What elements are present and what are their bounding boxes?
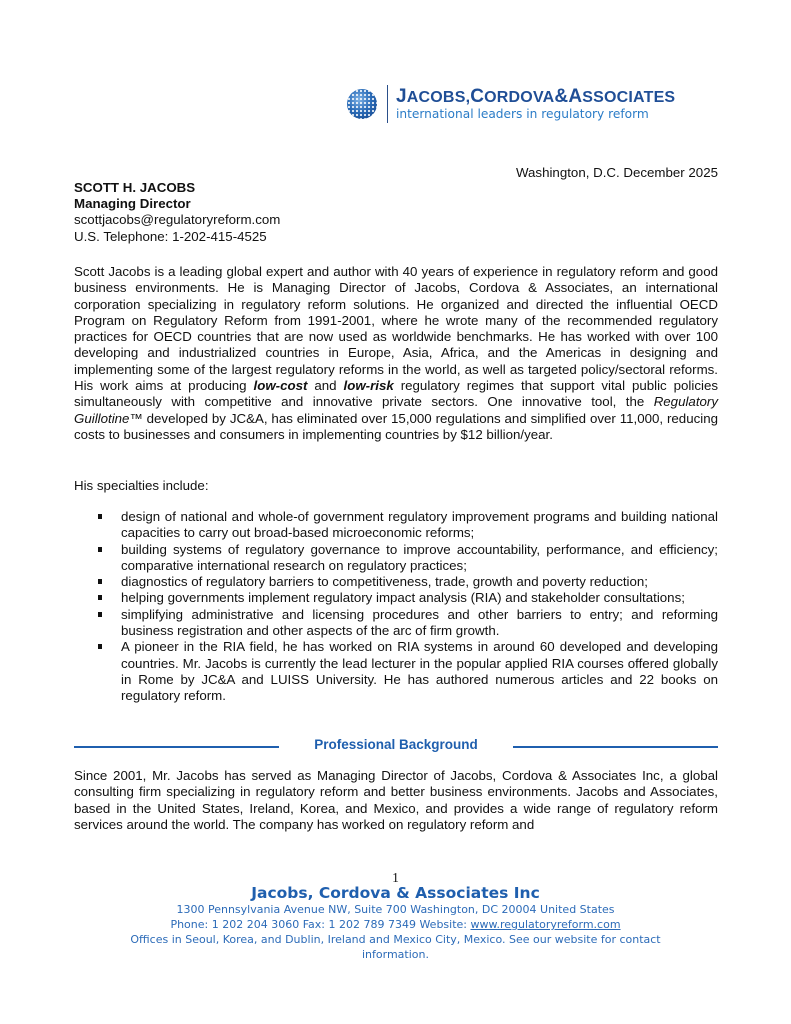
intro-text: regulatory regimes that support vital public policies simultaneously with competitive and innovative private sectors. One innovative tool, the	[74, 378, 718, 410]
person-name: SCOTT H. JACOBS	[74, 180, 196, 195]
bullet-icon	[98, 644, 102, 649]
list-item	[74, 590, 718, 606]
list-item	[74, 542, 718, 575]
logo-text	[396, 87, 675, 120]
specialties-heading: His specialties include:	[74, 478, 209, 493]
list-item-text: A pioneer in the RIA field, he has worked on RIA systems in around 60 developed and developing countries. Mr. Jacobs is currently the lead lecturer in the popular applied RIA courses offered globally in Rome by JC&A and LUISS University. He has authored numerous articles and 22 books on regulatory reform.	[121, 639, 718, 704]
footer	[100, 884, 691, 962]
logo-letter: J	[396, 86, 407, 108]
list-item-text: design of national and whole-of government regulatory improvement programs and building national capacities to carry out broad-based microeconomic reforms;	[121, 509, 718, 541]
logo-comma: ,	[465, 89, 471, 107]
bullet-icon	[98, 514, 102, 519]
list-item-text: simplifying administrative and licensing procedures and other barriers to entry; and reforming business registration and other aspects of the arc of firm growth.	[121, 606, 718, 639]
bullet-icon	[98, 612, 102, 617]
logo-ampersand: &	[554, 86, 569, 108]
list-item	[74, 509, 718, 542]
list-item	[74, 639, 718, 704]
intro-text: Scott Jacobs is a leading global expert and author with 40 years of experience in regulatory reform and good business environments. He is Managing Director of Jacobs, Cordova & Associates, an international corporation specializing in regulatory reform solutions. He organized and directed the influential OECD Program on Regulatory Reform from 1991-2001, where he wrote many of the recommended regulatory practices for OECD countries that are now used as worldwide benchmarks. He has worked with over 100 developing and industrialized countries in Europe, Asia, Africa, and the Americas in designing and implementing some of the largest regulatory reforms in the world, as well as targeted policy/sectoral reforms. His work aims at producing	[74, 264, 718, 394]
footer-phone-fax: Phone: 1 202 204 3060 Fax: 1 202 789 7349 Website:	[170, 918, 471, 931]
section-rule-right	[513, 746, 718, 748]
footer-contact-line	[100, 917, 691, 932]
trademark-symbol: ™	[129, 410, 143, 426]
telephone: U.S. Telephone: 1-202-415-4525	[74, 228, 267, 244]
bullet-icon	[98, 579, 102, 584]
section-title: Professional Background	[314, 737, 478, 752]
intro-text: and	[307, 378, 344, 394]
footer-offices: Offices in Seoul, Korea, and Dublin, Ireland and Mexico City, Mexico. See our website for contact information.	[130, 933, 661, 961]
list-item-text: helping governments implement regulatory impact analysis (RIA) and stakeholder consultations;	[121, 590, 685, 606]
email-address: scottjacobs@regulatoryreform.com	[74, 212, 281, 228]
logo-letters: ACOBS	[406, 89, 466, 107]
logo-letter: A	[568, 86, 583, 108]
logo-divider	[387, 85, 388, 123]
list-item	[74, 574, 718, 590]
list-item-text: building systems of regulatory governance to improve accountability, performance, and efficiency; comparative international research on regulatory practices;	[121, 541, 718, 573]
person-role: Managing Director	[74, 196, 191, 212]
bullet-icon	[98, 547, 102, 552]
contact-block	[74, 180, 280, 245]
logo-letters: ORDOVA	[484, 89, 555, 107]
emphasis-low-cost: low-cost	[253, 378, 308, 394]
section-header	[74, 736, 718, 756]
list-item-text: diagnostics of regulatory barriers to competitiveness, trade, growth and poverty reduction;	[121, 574, 648, 590]
list-item	[74, 607, 718, 640]
background-paragraph: Since 2001, Mr. Jacobs has served as Managing Director of Jacobs, Cordova & Associates Inc, a global consulting firm specializing in regulatory reform and better business environments. Jacobs and Associates, based in the United States, Ireland, Korea, and Mexico, and provides a wide range of regulatory reform services around the world. The company has worked on regulatory reform and	[74, 768, 718, 832]
footer-company-name: Jacobs, Cordova & Associates Inc	[251, 884, 540, 902]
dateline: Washington, D.C. December 2025	[515, 165, 718, 180]
logo-letter: C	[470, 86, 485, 108]
logo-letters: SSOCIATES	[582, 89, 676, 107]
emphasis-low-risk: low-risk	[343, 378, 394, 394]
footer-address: 1300 Pennsylvania Avenue NW, Suite 700 Washington, DC 20004 United States	[176, 903, 615, 916]
page-number: 1	[392, 870, 399, 885]
logo-company-name	[396, 87, 675, 106]
intro-text: developed by JC&A, has eliminated over 15,000 regulations and simplified over 11,000, reducing costs to businesses and consumers in implementing countries by $12 billion/year.	[74, 410, 718, 442]
regulatory-guillotine-term: Regulatory Guillotine	[74, 394, 718, 426]
company-logo	[347, 84, 675, 124]
website-link[interactable]: www.regulatoryreform.com	[470, 918, 621, 931]
intro-paragraph	[74, 264, 718, 443]
globe-icon	[347, 89, 377, 119]
bullet-icon	[98, 595, 102, 600]
logo-tagline: international leaders in regulatory reform	[396, 107, 649, 122]
specialties-list	[74, 509, 718, 705]
